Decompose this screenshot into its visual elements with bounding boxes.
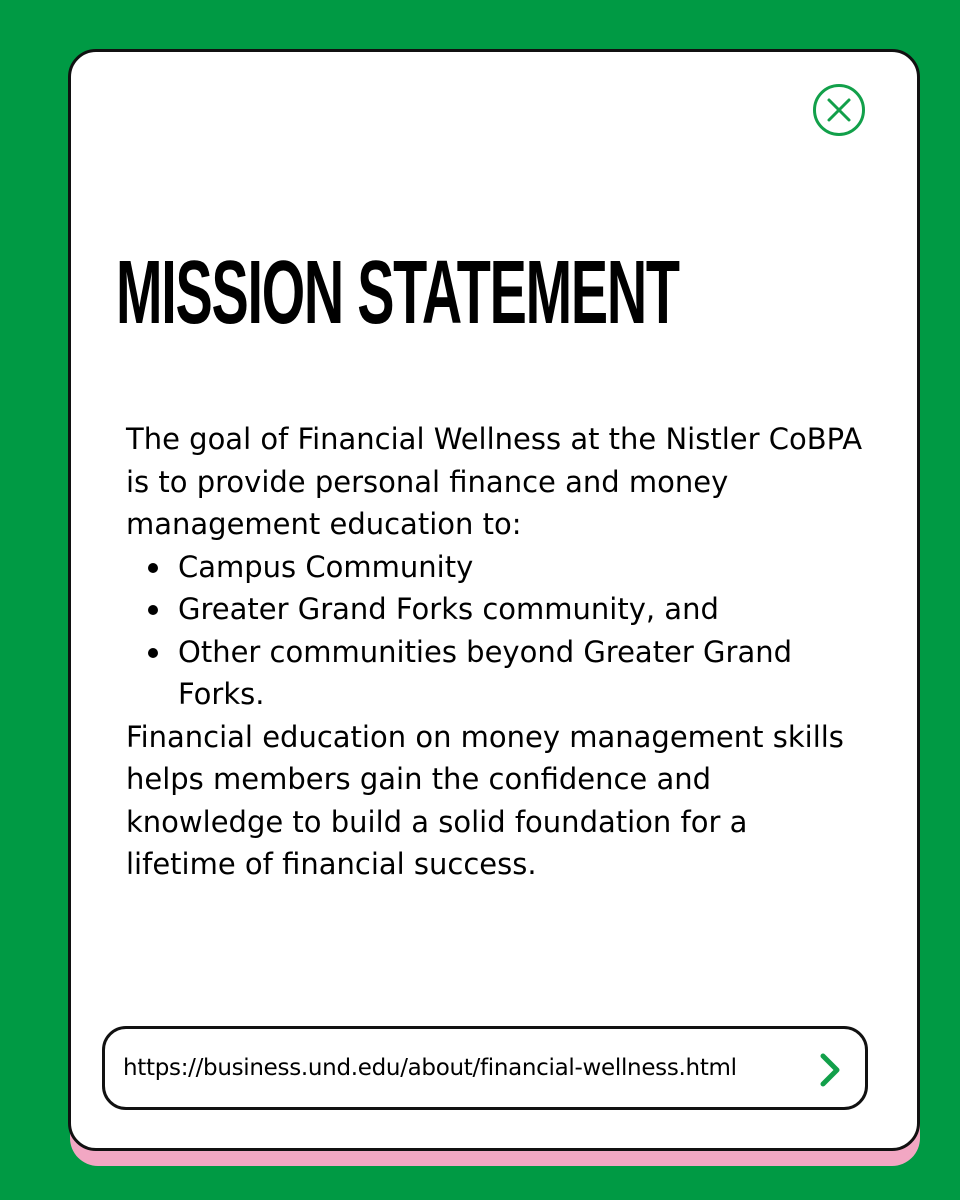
list-item: [178, 546, 866, 589]
list-item: [178, 588, 866, 631]
bullet-icon: [148, 605, 158, 615]
list-item-label: Greater Grand Forks community, and: [178, 592, 719, 626]
list-item: [178, 631, 866, 716]
url-link-bar[interactable]: [102, 1026, 868, 1110]
closing-paragraph: Financial education on money management skills helps members gain the confidence and knowledge to build a solid foundation for a lifetime of financial success.: [126, 719, 844, 881]
close-icon: [826, 97, 852, 123]
list-item-label: Campus Community: [178, 549, 474, 584]
bullet-icon: [148, 563, 158, 573]
page-title: MISSION STATEMENT: [116, 243, 679, 343]
chevron-right-icon[interactable]: [817, 1051, 843, 1089]
close-button[interactable]: [813, 84, 865, 136]
bullet-icon: [148, 648, 158, 658]
intro-paragraph: The goal of Financial Wellness at the Nistler CoBPA is to provide personal finance and money management education to:: [126, 422, 863, 541]
url-link[interactable]: https://business.und.edu/about/financial-wellness.html: [123, 1055, 737, 1081]
mission-body: [126, 418, 866, 886]
audience-list: [126, 546, 866, 716]
list-item-label: Other communities beyond Greater Grand Forks.: [178, 634, 792, 711]
